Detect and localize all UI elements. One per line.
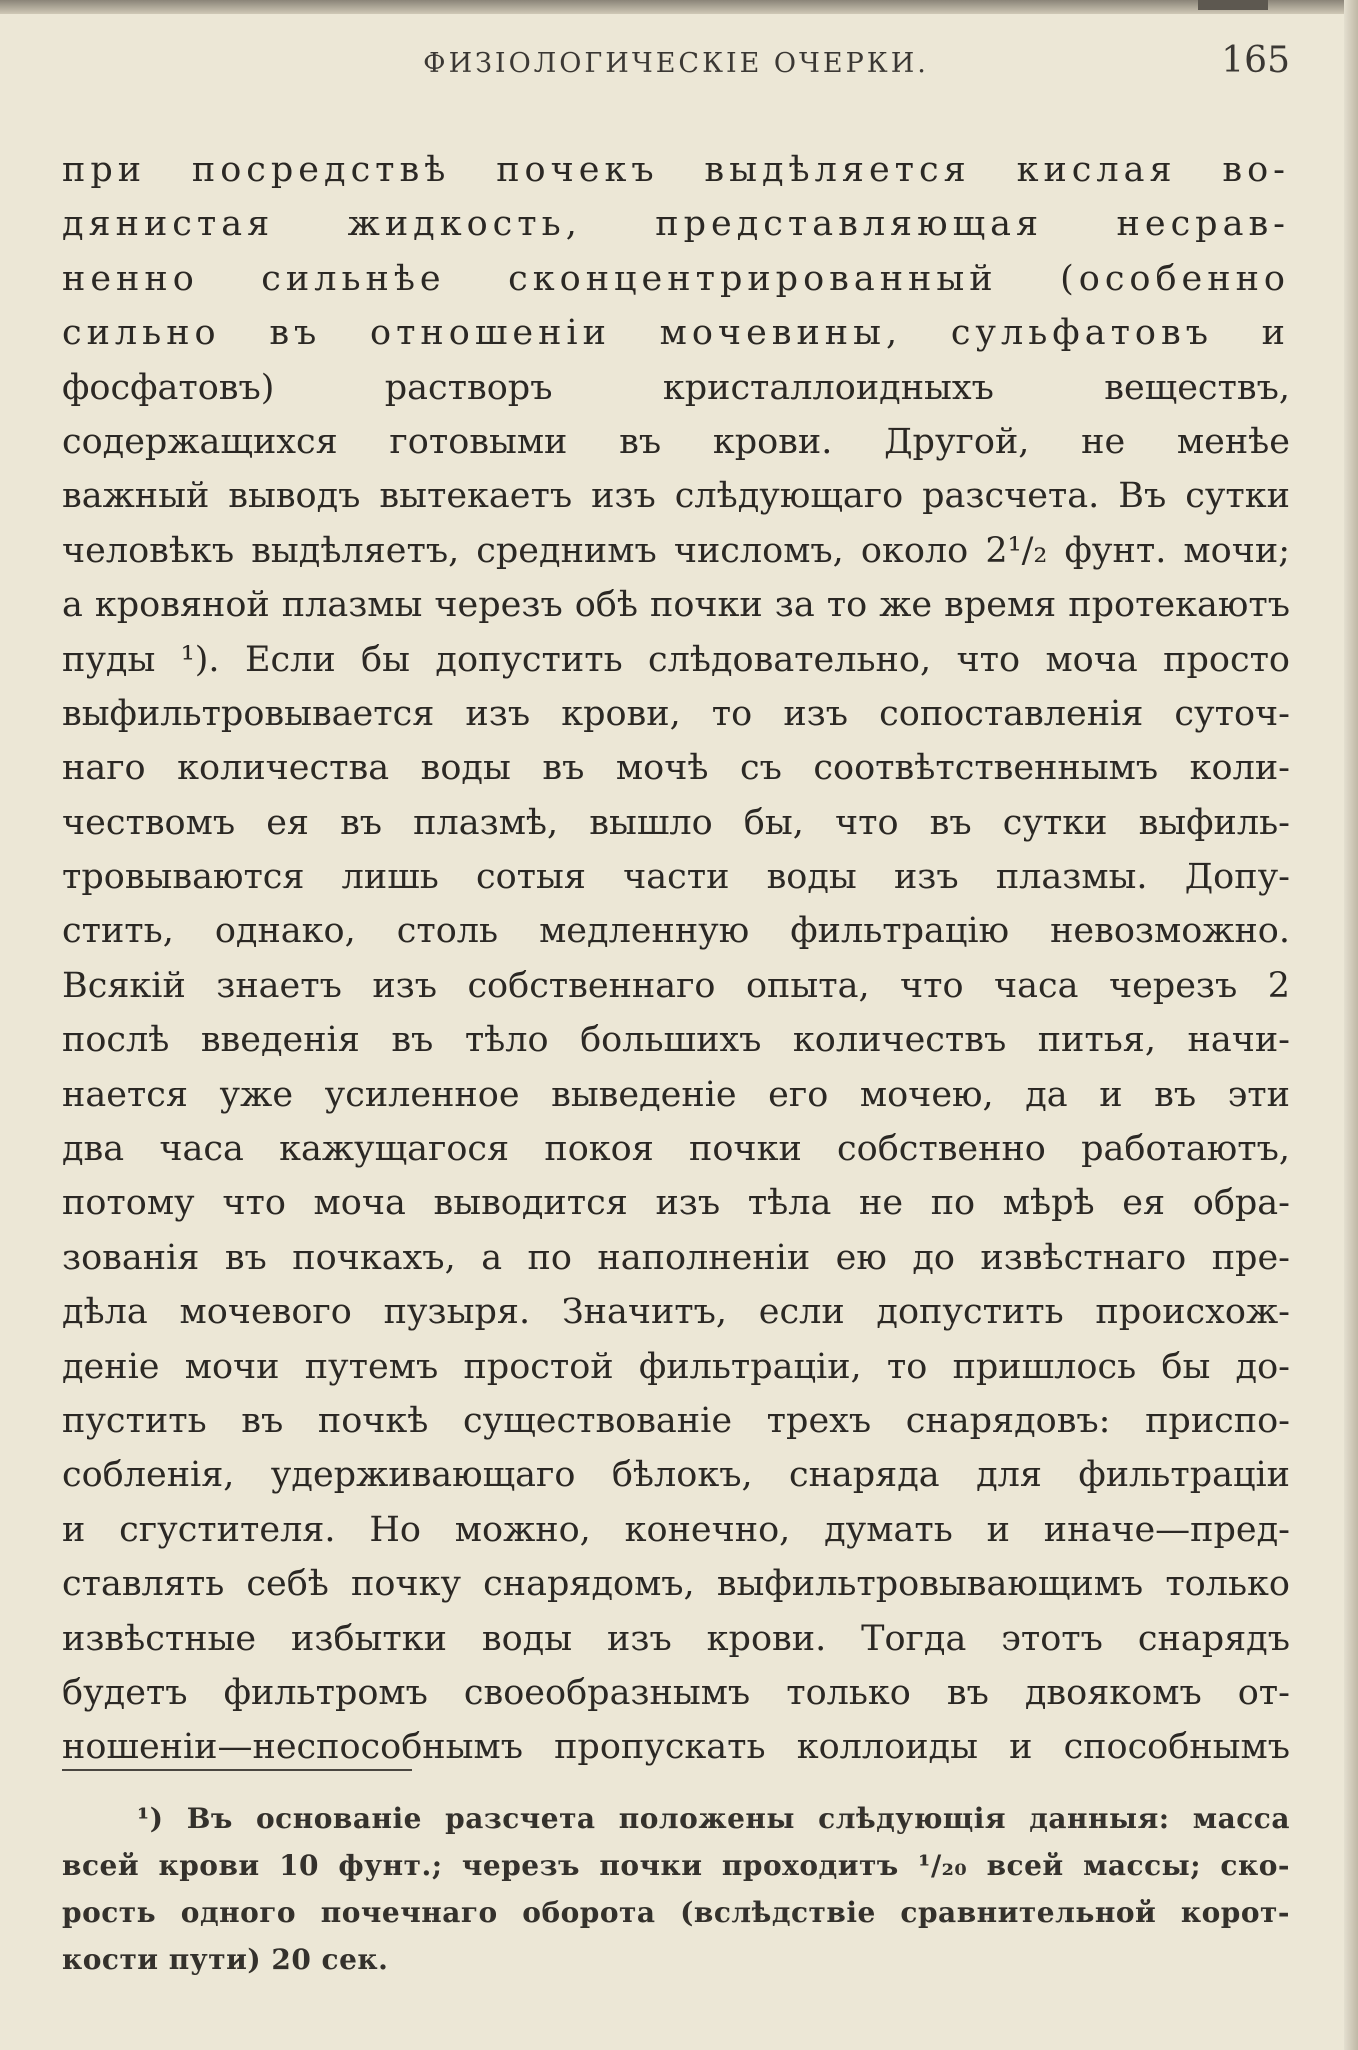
body-line: и сгустителя. Но можно, конечно, думать и иначе—пред-: [62, 1509, 1290, 1550]
body-line: зованія въ почкахъ, а по наполненіи ею до извѣстнаго пре-: [62, 1237, 1290, 1278]
body-line: чествомъ ея въ плазмѣ, вышло бы, что въ сутки выфиль-: [62, 802, 1290, 843]
body-line: два часа кажущагося покоя почки собственно работаютъ,: [62, 1129, 1290, 1170]
body-line: послѣ введенія въ тѣло большихъ количествъ питья, начи-: [62, 1020, 1290, 1061]
body-line: будетъ фильтромъ своеобразнымъ только въ двоякомъ от-: [62, 1672, 1290, 1713]
body-line: пустить въ почкѣ существованіе трехъ снарядовъ: приспо-: [62, 1400, 1290, 1441]
body-line: потому что моча выводится изъ тѣла не по мѣрѣ ея обра-: [62, 1183, 1290, 1224]
body-line: ставлять себѣ почку снарядомъ, выфильтровывающимъ только: [62, 1564, 1290, 1605]
body-line: человѣкъ выдѣляетъ, среднимъ числомъ, около 2¹/₂ фунт. мочи;: [62, 530, 1290, 571]
footnote-line: рость одного почечнаго оборота (вслѣдствіе сравнительной корот-: [62, 1896, 1290, 1929]
page-right-shadow: [1344, 0, 1358, 2050]
body-line: Всякій знаетъ изъ собственнаго опыта, что часа черезъ 2: [62, 965, 1290, 1006]
footnote-line: всей крови 10 фунт.; черезъ почки проходитъ ¹/₂₀ всей массы; ско-: [62, 1849, 1290, 1882]
body-line: тровываются лишь сотыя части воды изъ плазмы. Допу-: [62, 857, 1290, 898]
body-line: нается уже усиленное выведеніе его мочею, да и въ эти: [62, 1074, 1290, 1115]
body-line: наго количества воды въ мочѣ съ соотвѣтственнымъ коли-: [62, 748, 1290, 789]
body-line: пуды ¹). Если бы допустить слѣдовательно, что моча просто: [62, 639, 1290, 680]
footnote-line: ¹) Въ основаніе разсчета положены слѣдующія данныя: масса: [137, 1802, 1290, 1835]
body-line: ношеніи—неспособнымъ пропускать коллоиды и способнымъ: [62, 1727, 1290, 1768]
body-line: при посредствѣ почекъ выдѣляется кислая во-: [62, 150, 1290, 190]
footnote-line: кости пути) 20 сек.: [62, 1943, 389, 1976]
body-line: извѣстные избытки воды изъ крови. Тогда этотъ снарядъ: [62, 1618, 1290, 1659]
body-line: фосфатовъ) растворъ кристаллоидныхъ веществъ,: [62, 367, 1290, 408]
body-line: собленія, удерживающаго бѣлокъ, снаряда для фильтраціи: [62, 1455, 1290, 1496]
body-line: важный выводъ вытекаетъ изъ слѣдующаго разсчета. Въ сутки: [62, 476, 1290, 517]
page-number: 165: [1221, 40, 1290, 81]
footnote-rule: [62, 1769, 412, 1771]
body-line: дянистая жидкость, представляющая несрав-: [62, 204, 1290, 245]
body-line: содержащихся готовыми въ крови. Другой, не менѣе: [62, 421, 1290, 462]
body-text: [62, 143, 1290, 1775]
body-line: выфильтровывается изъ крови, то изъ сопоставленія суточ-: [62, 693, 1290, 734]
body-line: дѣла мочевого пузыря. Значитъ, если допустить происхож-: [62, 1292, 1290, 1333]
body-line: ненно сильнѣе сконцентрированный (особенно: [62, 258, 1290, 299]
running-head: [62, 40, 1290, 90]
footnotes: [62, 1795, 1290, 1983]
body-line: а кровяной плазмы черезъ обѣ почки за то же время протекаютъ: [62, 585, 1290, 626]
running-title: ФИЗІОЛОГИЧЕСКІЕ ОЧЕРКИ.: [423, 48, 929, 79]
body-line: стить, однако, столь медленную фильтрацію невозможно.: [62, 911, 1290, 952]
body-line: деніе мочи путемъ простой фильтраціи, то пришлось бы до-: [62, 1346, 1290, 1387]
book-page: [62, 0, 1290, 2050]
body-line: сильно въ отношеніи мочевины, сульфатовъ и: [62, 313, 1290, 354]
